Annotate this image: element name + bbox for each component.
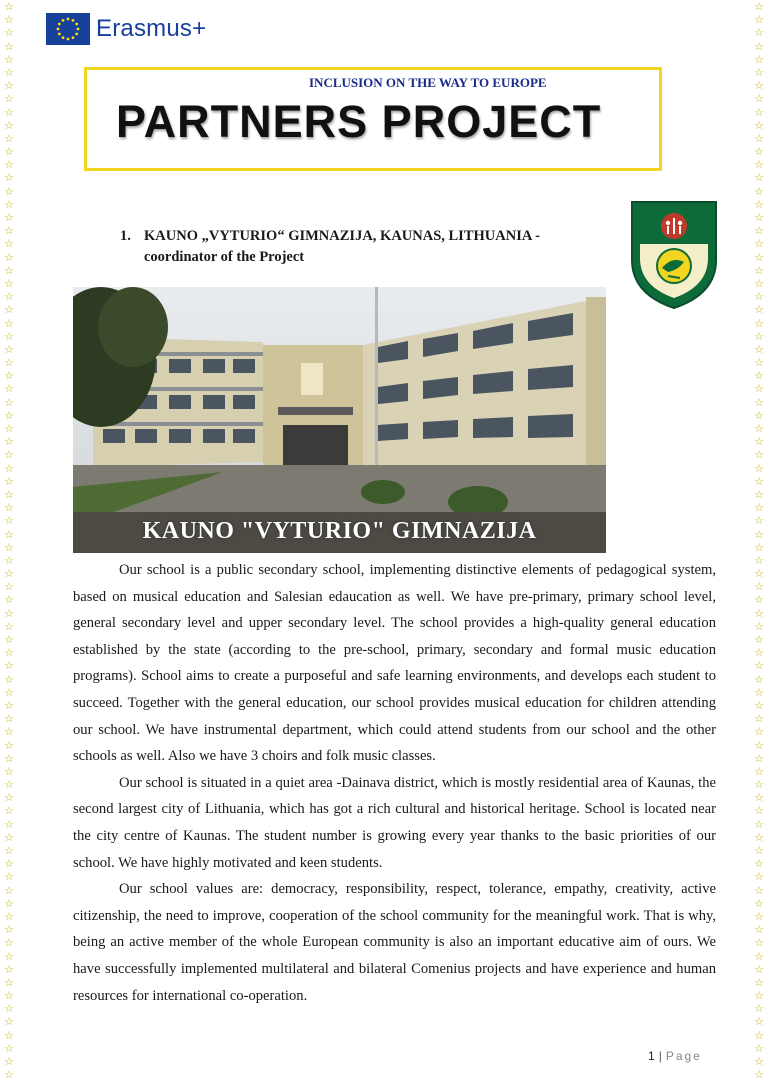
border-star-icon: ☆ [4, 527, 14, 541]
border-star-icon: ☆ [754, 1068, 764, 1082]
border-star-icon: ☆ [754, 250, 764, 264]
border-star-icon: ☆ [754, 804, 764, 818]
border-star-icon: ☆ [754, 975, 764, 989]
border-star-icon: ☆ [4, 540, 14, 554]
border-star-icon: ☆ [754, 962, 764, 976]
photo-caption: KAUNO "VYTURIO" GIMNAZIJA [142, 518, 537, 544]
paragraph: Our school values are: democracy, responsibility, respect, tolerance, empathy, creativity, active citizenship, the need to improve, cooperation of the school community for the meaningful work. That is why, being an active member of the whole European community is also an important educative aim of ours. We have successfully implemented multilateral and bilateral Comenius projects and have experience and human resources for international co-operation. [73, 881, 716, 1004]
border-star-icon: ☆ [4, 224, 14, 238]
border-star-icon: ☆ [754, 646, 764, 660]
border-star-icon: ☆ [4, 290, 14, 304]
border-star-icon: ☆ [4, 870, 14, 884]
border-star-icon: ☆ [4, 685, 14, 699]
border-star-icon: ☆ [754, 13, 764, 27]
erasmus-logo [46, 13, 206, 45]
eu-flag-icon [46, 13, 90, 45]
border-star-icon: ☆ [4, 791, 14, 805]
border-star-icon: ☆ [4, 184, 14, 198]
border-star-icon: ☆ [754, 369, 764, 383]
border-star-icon: ☆ [4, 276, 14, 290]
border-star-icon: ☆ [4, 356, 14, 370]
border-star-icon: ☆ [4, 883, 14, 897]
border-star-icon: ☆ [4, 250, 14, 264]
page-footer [648, 1049, 702, 1063]
border-star-icon: ☆ [754, 92, 764, 106]
section-heading [120, 226, 540, 268]
paragraph: Our school is a public secondary school, implementing distinctive elements of pedagogical system, based on musical education and Salesian edaucation as well. We have pre-primary, primary school level, general secondary level and upper secondary level. The school provides a high-quality general education established by the state (according to the pre-school, primary, secondary and formal music education programs). School aims to create a purposeful and safe learning environments, and develops each student to succeed. Together with the general education, our school provides musical education for children attending our school. We have instrumental department, which could attend students from our school and the other schools as well. Also we have 3 choirs and folk music classes. [73, 562, 716, 765]
border-star-icon: ☆ [4, 804, 14, 818]
page-label: Page [665, 1049, 702, 1063]
banner-subtitle: INCLUSION ON THE WAY TO EUROPE [309, 75, 547, 90]
border-star-icon: ☆ [754, 1041, 764, 1055]
title-banner [84, 67, 662, 171]
border-star-icon: ☆ [754, 909, 764, 923]
border-star-icon: ☆ [4, 342, 14, 356]
border-star-icon: ☆ [4, 0, 14, 13]
border-star-icon: ☆ [754, 303, 764, 317]
border-star-icon: ☆ [754, 1028, 764, 1042]
border-star-icon: ☆ [4, 145, 14, 159]
border-star-icon: ☆ [754, 501, 764, 515]
border-star-icon: ☆ [4, 738, 14, 752]
border-star-icon: ☆ [754, 751, 764, 765]
border-star-icon: ☆ [4, 909, 14, 923]
right-star-border [752, 0, 766, 1085]
school-building-image [73, 287, 606, 553]
border-star-icon: ☆ [4, 936, 14, 950]
border-star-icon: ☆ [754, 395, 764, 409]
border-star-icon: ☆ [4, 171, 14, 185]
border-star-icon: ☆ [754, 896, 764, 910]
border-star-icon: ☆ [754, 382, 764, 396]
border-star-icon: ☆ [754, 857, 764, 871]
border-star-icon: ☆ [4, 303, 14, 317]
border-star-icon: ☆ [4, 237, 14, 251]
border-star-icon: ☆ [4, 975, 14, 989]
border-star-icon: ☆ [4, 593, 14, 607]
border-star-icon: ☆ [754, 211, 764, 224]
border-star-icon: ☆ [754, 936, 764, 950]
border-star-icon: ☆ [4, 659, 14, 673]
border-star-icon: ☆ [4, 698, 14, 712]
border-star-icon: ☆ [4, 474, 14, 488]
paragraph: Our school is situated in a quiet area -Dainava district, which is mostly residential area of Kaunas, the second largest city of Lithuania, which has got a rich cultural and historical heritage. School is located near the city centre of Kaunas. The student number is growing every year thanks to the basic priorities of our school. We have highly motivated and keen students. [73, 774, 716, 871]
border-star-icon: ☆ [754, 487, 764, 501]
border-star-icon: ☆ [754, 567, 764, 581]
border-star-icon: ☆ [4, 316, 14, 330]
border-star-icon: ☆ [4, 962, 14, 976]
border-star-icon: ☆ [754, 118, 764, 132]
border-star-icon: ☆ [4, 949, 14, 963]
border-star-icon: ☆ [4, 633, 14, 646]
border-star-icon: ☆ [754, 633, 764, 646]
left-star-border [2, 0, 16, 1085]
border-star-icon: ☆ [754, 514, 764, 528]
border-star-icon: ☆ [754, 461, 764, 475]
border-star-icon: ☆ [4, 408, 14, 422]
border-star-icon: ☆ [4, 1055, 14, 1068]
border-star-icon: ☆ [754, 830, 764, 844]
border-star-icon: ☆ [4, 606, 14, 620]
border-star-icon: ☆ [754, 356, 764, 370]
border-star-icon: ☆ [4, 764, 14, 778]
border-star-icon: ☆ [4, 923, 14, 937]
border-star-icon: ☆ [754, 672, 764, 686]
border-star-icon: ☆ [4, 896, 14, 910]
border-star-icon: ☆ [4, 435, 14, 449]
border-star-icon: ☆ [4, 712, 14, 726]
border-star-icon: ☆ [754, 764, 764, 778]
border-star-icon: ☆ [754, 237, 764, 251]
border-star-icon: ☆ [754, 606, 764, 620]
border-star-icon: ☆ [4, 39, 14, 53]
school-photo [73, 287, 606, 553]
border-star-icon: ☆ [4, 158, 14, 172]
border-star-icon: ☆ [4, 487, 14, 501]
border-star-icon: ☆ [754, 989, 764, 1003]
border-star-icon: ☆ [754, 26, 764, 40]
border-star-icon: ☆ [4, 211, 14, 224]
border-star-icon: ☆ [754, 883, 764, 897]
border-star-icon: ☆ [754, 738, 764, 752]
border-star-icon: ☆ [754, 1002, 764, 1016]
border-star-icon: ☆ [754, 685, 764, 699]
border-star-icon: ☆ [4, 844, 14, 857]
border-star-icon: ☆ [4, 395, 14, 409]
border-star-icon: ☆ [754, 39, 764, 53]
border-star-icon: ☆ [4, 751, 14, 765]
border-star-icon: ☆ [754, 329, 764, 343]
border-star-icon: ☆ [4, 778, 14, 792]
border-star-icon: ☆ [754, 65, 764, 79]
border-star-icon: ☆ [4, 1028, 14, 1042]
border-star-icon: ☆ [4, 197, 14, 211]
border-star-icon: ☆ [4, 672, 14, 686]
border-star-icon: ☆ [754, 778, 764, 792]
border-star-icon: ☆ [4, 263, 14, 277]
border-star-icon: ☆ [4, 580, 14, 594]
body-text [73, 557, 716, 1009]
section-subtitle: coordinator of the Project [144, 249, 305, 265]
border-star-icon: ☆ [4, 329, 14, 343]
border-star-icon: ☆ [4, 382, 14, 396]
border-star-icon: ☆ [754, 698, 764, 712]
section-title: KAUNO „VYTURIO“ GIMNAZIJA, KAUNAS, LITHUANIA - [144, 228, 540, 244]
border-star-icon: ☆ [754, 290, 764, 304]
border-star-icon: ☆ [754, 408, 764, 422]
border-star-icon: ☆ [754, 474, 764, 488]
border-star-icon: ☆ [754, 1015, 764, 1029]
border-star-icon: ☆ [4, 1002, 14, 1016]
border-star-icon: ☆ [754, 949, 764, 963]
border-star-icon: ☆ [4, 553, 14, 567]
border-star-icon: ☆ [754, 158, 764, 172]
border-star-icon: ☆ [754, 224, 764, 238]
border-star-icon: ☆ [754, 276, 764, 290]
erasmus-logo-text: Erasmus+ [96, 15, 207, 42]
border-star-icon: ☆ [4, 1041, 14, 1055]
border-star-icon: ☆ [754, 422, 764, 435]
border-star-icon: ☆ [754, 131, 764, 145]
border-star-icon: ☆ [4, 422, 14, 435]
border-star-icon: ☆ [4, 369, 14, 383]
border-star-icon: ☆ [4, 79, 14, 93]
border-star-icon: ☆ [754, 145, 764, 159]
border-star-icon: ☆ [754, 593, 764, 607]
border-star-icon: ☆ [4, 514, 14, 528]
border-star-icon: ☆ [4, 1015, 14, 1029]
page-number: 1 [648, 1049, 655, 1063]
border-star-icon: ☆ [754, 817, 764, 831]
border-star-icon: ☆ [754, 580, 764, 594]
border-star-icon: ☆ [4, 92, 14, 106]
border-star-icon: ☆ [754, 184, 764, 198]
border-star-icon: ☆ [754, 725, 764, 739]
border-star-icon: ☆ [754, 197, 764, 211]
border-star-icon: ☆ [4, 619, 14, 633]
border-star-icon: ☆ [4, 1068, 14, 1082]
border-star-icon: ☆ [754, 171, 764, 185]
border-star-icon: ☆ [4, 65, 14, 79]
border-star-icon: ☆ [4, 857, 14, 871]
banner-title: PARTNERS PROJECT [116, 96, 602, 147]
border-star-icon: ☆ [754, 0, 764, 13]
border-star-icon: ☆ [4, 989, 14, 1003]
border-star-icon: ☆ [4, 448, 14, 462]
border-star-icon: ☆ [754, 316, 764, 330]
border-star-icon: ☆ [4, 52, 14, 66]
border-star-icon: ☆ [4, 725, 14, 739]
border-star-icon: ☆ [4, 461, 14, 475]
border-star-icon: ☆ [4, 13, 14, 27]
border-star-icon: ☆ [4, 26, 14, 40]
border-star-icon: ☆ [4, 118, 14, 132]
border-star-icon: ☆ [754, 791, 764, 805]
border-star-icon: ☆ [754, 527, 764, 541]
school-crest-icon [628, 198, 720, 310]
border-star-icon: ☆ [754, 712, 764, 726]
border-star-icon: ☆ [754, 448, 764, 462]
border-star-icon: ☆ [754, 435, 764, 449]
border-star-icon: ☆ [4, 817, 14, 831]
border-star-icon: ☆ [754, 844, 764, 857]
border-star-icon: ☆ [754, 105, 764, 119]
border-star-icon: ☆ [754, 342, 764, 356]
border-star-icon: ☆ [4, 830, 14, 844]
border-star-icon: ☆ [754, 1055, 764, 1068]
border-star-icon: ☆ [754, 79, 764, 93]
border-star-icon: ☆ [754, 659, 764, 673]
border-star-icon: ☆ [4, 567, 14, 581]
border-star-icon: ☆ [754, 619, 764, 633]
border-star-icon: ☆ [754, 52, 764, 66]
section-number: 1. [120, 228, 131, 244]
footer-separator: | [658, 1049, 662, 1063]
border-star-icon: ☆ [754, 923, 764, 937]
border-star-icon: ☆ [4, 105, 14, 119]
border-star-icon: ☆ [754, 263, 764, 277]
border-star-icon: ☆ [754, 540, 764, 554]
border-star-icon: ☆ [754, 870, 764, 884]
border-star-icon: ☆ [4, 646, 14, 660]
border-star-icon: ☆ [4, 131, 14, 145]
border-star-icon: ☆ [4, 501, 14, 515]
border-star-icon: ☆ [754, 553, 764, 567]
